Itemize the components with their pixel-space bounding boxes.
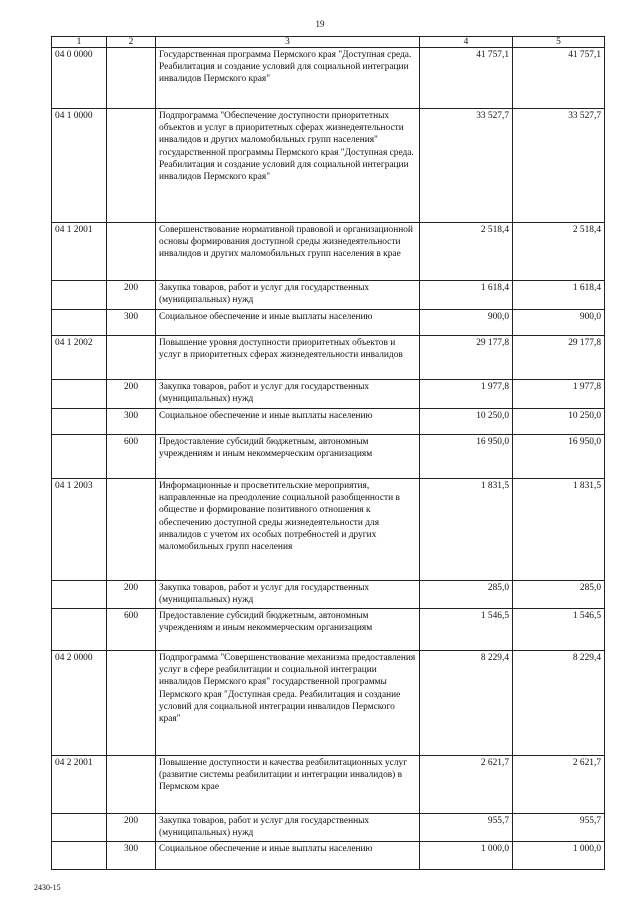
row-name: Закупка товаров, работ и услуг для государственных (муниципальных) нужд	[156, 380, 420, 409]
row-code	[52, 380, 107, 409]
row-name: Предоставление субсидий бюджетным, автономным учреждениям и иным некоммерческим организациям	[156, 435, 420, 479]
row-name: Социальное обеспечение и иные выплаты населению	[156, 310, 420, 336]
table-row	[52, 842, 605, 870]
row-code	[52, 609, 107, 651]
row-expense-type: 200	[107, 281, 156, 310]
row-code: 04 0 0000	[52, 48, 107, 109]
row-name: Закупка товаров, работ и услуг для государственных (муниципальных) нужд	[156, 814, 420, 842]
row-code: 04 1 0000	[52, 109, 107, 223]
row-name: Повышение доступности и качества реабилитационных услуг (развитие системы реабилитации и интеграции инвалидов) в Пермском крае	[156, 756, 420, 814]
row-value-col5: 10 250,0	[513, 409, 605, 435]
row-code: 04 1 2001	[52, 223, 107, 281]
row-value-col5: 1 000,0	[513, 842, 605, 870]
row-code: 04 1 2003	[52, 479, 107, 581]
row-expense-type	[107, 109, 156, 223]
row-value-col4: 41 757,1	[420, 48, 513, 109]
header-col-5: 5	[513, 37, 605, 48]
row-value-col5: 16 950,0	[513, 435, 605, 479]
row-value-col5: 33 527,7	[513, 109, 605, 223]
row-expense-type	[107, 479, 156, 581]
row-value-col4: 1 618,4	[420, 281, 513, 310]
row-value-col4: 1 546,5	[420, 609, 513, 651]
row-value-col5: 1 977,8	[513, 380, 605, 409]
row-value-col4: 1 000,0	[420, 842, 513, 870]
row-value-col4: 16 950,0	[420, 435, 513, 479]
row-code	[52, 435, 107, 479]
header-col-4: 4	[420, 37, 513, 48]
table-row	[52, 756, 605, 814]
table-row	[52, 336, 605, 380]
row-value-col5: 900,0	[513, 310, 605, 336]
table-row	[52, 109, 605, 223]
row-code: 04 1 2002	[52, 336, 107, 380]
table-row	[52, 651, 605, 756]
row-name: Предоставление субсидий бюджетным, автономным учреждениям и иным некоммерческим организациям	[156, 609, 420, 651]
table-row	[52, 310, 605, 336]
table-row	[52, 409, 605, 435]
row-expense-type: 300	[107, 310, 156, 336]
row-code	[52, 814, 107, 842]
row-name: Подпрограмма "Обеспечение доступности приоритетных объектов и услуг в приоритетных сферах жизнедеятельности инвалидов и других маломобильных групп населения" государственной программы Пермского края "Доступная среда. Реабилитация и создание условий для социальной интеграции инвалидов Пермского края"	[156, 109, 420, 223]
row-code: 04 2 0000	[52, 651, 107, 756]
row-code	[52, 409, 107, 435]
row-name: Повышение уровня доступности приоритетных объектов и услуг в приоритетных сферах жизнедеятельности инвалидов	[156, 336, 420, 380]
row-expense-type: 300	[107, 409, 156, 435]
row-value-col5: 29 177,8	[513, 336, 605, 380]
row-value-col5: 8 229,4	[513, 651, 605, 756]
header-col-2: 2	[107, 37, 156, 48]
table-row	[52, 380, 605, 409]
table-row	[52, 281, 605, 310]
row-value-col4: 2 518,4	[420, 223, 513, 281]
row-value-col4: 1 977,8	[420, 380, 513, 409]
row-value-col4: 900,0	[420, 310, 513, 336]
row-value-col5: 1 831,5	[513, 479, 605, 581]
row-value-col5: 285,0	[513, 581, 605, 609]
row-expense-type	[107, 223, 156, 281]
row-value-col4: 29 177,8	[420, 336, 513, 380]
row-code: 04 2 2001	[52, 756, 107, 814]
row-expense-type: 200	[107, 814, 156, 842]
row-expense-type	[107, 48, 156, 109]
row-expense-type: 200	[107, 581, 156, 609]
row-code	[52, 842, 107, 870]
row-value-col4: 33 527,7	[420, 109, 513, 223]
table-row	[52, 479, 605, 581]
page-number: 19	[315, 19, 325, 29]
table-row	[52, 435, 605, 479]
table-row	[52, 814, 605, 842]
header-row	[52, 37, 605, 48]
budget-table	[51, 36, 605, 870]
table-row	[52, 609, 605, 651]
row-value-col4: 8 229,4	[420, 651, 513, 756]
table-row	[52, 48, 605, 109]
row-name: Совершенствование нормативной правовой и организационной основы формирования доступной среды жизнедеятельности инвалидов и других маломобильных групп населения в крае	[156, 223, 420, 281]
row-name: Закупка товаров, работ и услуг для государственных (муниципальных) нужд	[156, 581, 420, 609]
row-value-col5: 1 618,4	[513, 281, 605, 310]
row-value-col5: 2 518,4	[513, 223, 605, 281]
row-value-col5: 955,7	[513, 814, 605, 842]
row-code	[52, 581, 107, 609]
row-value-col4: 955,7	[420, 814, 513, 842]
row-code	[52, 281, 107, 310]
row-value-col4: 1 831,5	[420, 479, 513, 581]
row-expense-type: 300	[107, 842, 156, 870]
row-value-col4: 2 621,7	[420, 756, 513, 814]
row-expense-type: 200	[107, 380, 156, 409]
row-value-col5: 2 621,7	[513, 756, 605, 814]
row-name: Подпрограмма "Совершенствование механизма предоставления услуг в сфере реабилитации и социальной интеграции инвалидов Пермского края" государственной программы Пермского края "Доступная среда. Реабилитация и создание условий для социальной интеграции инвалидов Пермского края"	[156, 651, 420, 756]
table-row	[52, 581, 605, 609]
footer-document-code: 2430-15	[34, 883, 61, 892]
header-col-3: 3	[156, 37, 420, 48]
row-expense-type: 600	[107, 435, 156, 479]
row-expense-type	[107, 756, 156, 814]
header-col-1: 1	[52, 37, 107, 48]
row-value-col5: 1 546,5	[513, 609, 605, 651]
row-name: Закупка товаров, работ и услуг для государственных (муниципальных) нужд	[156, 281, 420, 310]
row-code	[52, 310, 107, 336]
row-name: Информационные и просветительские мероприятия, направленные на преодоление социальной разобщенности в обществе и формирование позитивного отношения к обеспечению доступной среды жизнедеятельности для инвалидов с учетом их особых потребностей и других маломобильных групп населения	[156, 479, 420, 581]
row-name: Государственная программа Пермского края "Доступная среда. Реабилитация и создание условий для социальной интеграции инвалидов Пермского края"	[156, 48, 420, 109]
row-expense-type	[107, 336, 156, 380]
table-row	[52, 223, 605, 281]
row-value-col5: 41 757,1	[513, 48, 605, 109]
row-value-col4: 10 250,0	[420, 409, 513, 435]
row-expense-type	[107, 651, 156, 756]
row-name: Социальное обеспечение и иные выплаты населению	[156, 842, 420, 870]
row-value-col4: 285,0	[420, 581, 513, 609]
row-name: Социальное обеспечение и иные выплаты населению	[156, 409, 420, 435]
row-expense-type: 600	[107, 609, 156, 651]
